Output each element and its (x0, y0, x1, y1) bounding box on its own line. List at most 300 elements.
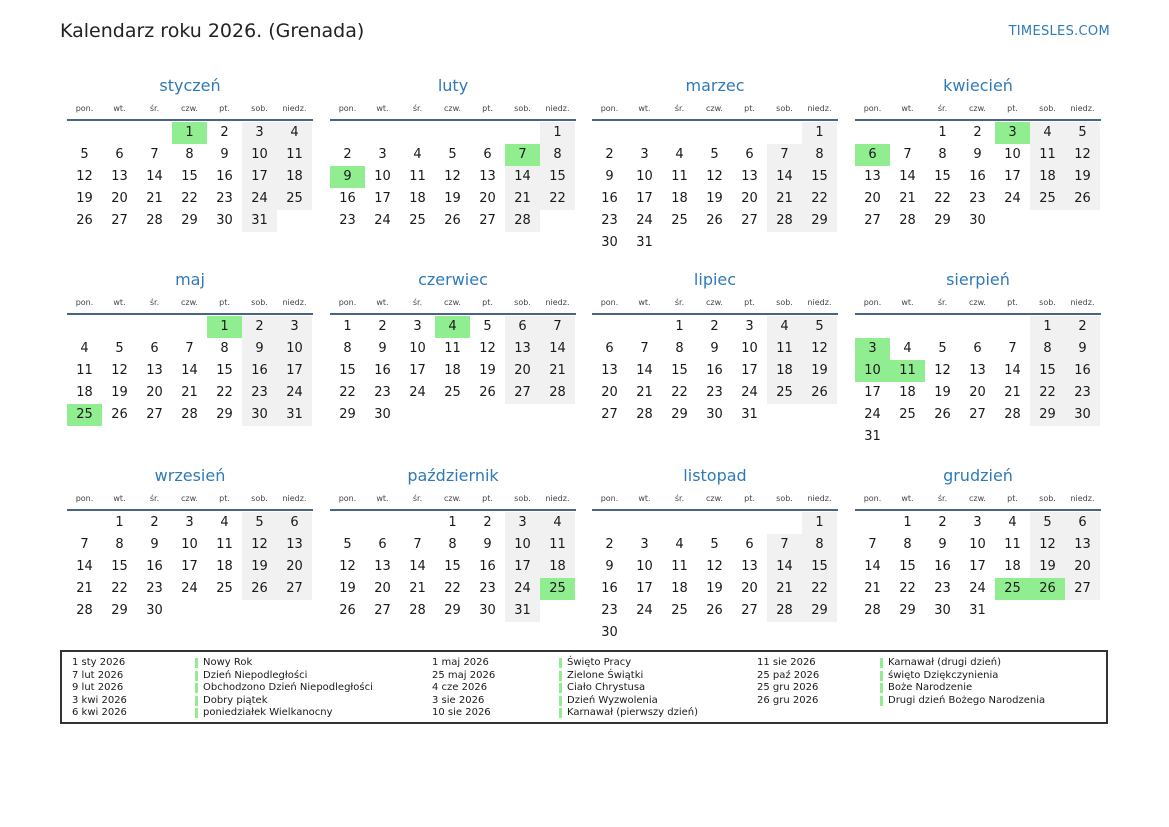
day-cell[interactable]: 5 (115, 341, 124, 356)
day-cell[interactable]: 22 (934, 191, 951, 206)
day-cell[interactable]: 13 (277, 534, 312, 556)
day-cell[interactable]: 19 (444, 191, 461, 206)
day-cell[interactable]: 12 (706, 559, 723, 574)
day-cell[interactable]: 18 (409, 191, 426, 206)
day-cell[interactable]: 10 (277, 338, 312, 360)
day-cell[interactable]: 25 (216, 581, 233, 596)
holiday-day-cell[interactable]: 7 (505, 144, 540, 166)
day-cell[interactable]: 28 (899, 213, 916, 228)
day-cell[interactable]: 11 (1004, 537, 1021, 552)
day-cell[interactable]: 10 (409, 341, 426, 356)
day-cell[interactable]: 21 (767, 578, 802, 600)
day-cell[interactable]: 16 (601, 581, 618, 596)
day-cell[interactable]: 20 (479, 191, 496, 206)
day-cell[interactable]: 23 (479, 581, 496, 596)
holiday-day-cell[interactable]: 11 (890, 360, 925, 382)
day-cell[interactable]: 31 (864, 429, 881, 444)
day-cell[interactable]: 6 (150, 341, 159, 356)
day-cell[interactable]: 10 (741, 341, 758, 356)
day-cell[interactable]: 8 (220, 341, 229, 356)
day-cell[interactable]: 11 (216, 537, 233, 552)
day-cell[interactable]: 30 (374, 407, 391, 422)
day-cell[interactable]: 21 (767, 188, 802, 210)
day-cell[interactable]: 27 (374, 603, 391, 618)
day-cell[interactable]: 28 (767, 210, 802, 232)
day-cell[interactable]: 10 (242, 144, 277, 166)
day-cell[interactable]: 30 (146, 603, 163, 618)
day-cell[interactable]: 17 (969, 559, 986, 574)
day-cell[interactable]: 26 (802, 382, 837, 404)
day-cell[interactable]: 14 (1004, 363, 1021, 378)
day-cell[interactable]: 15 (1030, 360, 1065, 382)
day-cell[interactable]: 24 (1004, 191, 1021, 206)
day-cell[interactable]: 18 (671, 581, 688, 596)
day-cell[interactable]: 8 (185, 147, 194, 162)
day-cell[interactable]: 11 (76, 363, 93, 378)
day-cell[interactable]: 1 (903, 515, 912, 530)
day-cell[interactable]: 14 (864, 559, 881, 574)
day-cell[interactable]: 27 (277, 578, 312, 600)
day-cell[interactable]: 18 (1030, 166, 1065, 188)
day-cell[interactable]: 23 (216, 191, 233, 206)
day-cell[interactable]: 30 (706, 407, 723, 422)
day-cell[interactable]: 25 (1030, 188, 1065, 210)
day-cell[interactable]: 20 (864, 191, 881, 206)
day-cell[interactable]: 12 (1030, 534, 1065, 556)
day-cell[interactable]: 8 (802, 144, 837, 166)
day-cell[interactable]: 8 (343, 341, 352, 356)
day-cell[interactable]: 8 (448, 537, 457, 552)
day-cell[interactable]: 23 (969, 191, 986, 206)
day-cell[interactable]: 30 (242, 404, 277, 426)
day-cell[interactable]: 22 (802, 578, 837, 600)
day-cell[interactable]: 4 (767, 316, 802, 338)
day-cell[interactable]: 23 (374, 385, 391, 400)
day-cell[interactable]: 15 (111, 559, 128, 574)
day-cell[interactable]: 17 (1004, 169, 1021, 184)
day-cell[interactable]: 26 (706, 603, 723, 618)
day-cell[interactable]: 9 (150, 537, 159, 552)
day-cell[interactable]: 1 (1030, 316, 1065, 338)
day-cell[interactable]: 23 (601, 603, 618, 618)
holiday-day-cell[interactable]: 25 (67, 404, 102, 426)
day-cell[interactable]: 27 (146, 407, 163, 422)
day-cell[interactable]: 5 (1065, 122, 1100, 144)
day-cell[interactable]: 17 (636, 581, 653, 596)
day-cell[interactable]: 11 (444, 341, 461, 356)
day-cell[interactable]: 12 (706, 169, 723, 184)
day-cell[interactable]: 5 (802, 316, 837, 338)
holiday-day-cell[interactable]: 25 (995, 578, 1030, 600)
day-cell[interactable]: 16 (242, 360, 277, 382)
day-cell[interactable]: 25 (767, 382, 802, 404)
day-cell[interactable]: 9 (220, 147, 229, 162)
day-cell[interactable]: 25 (671, 603, 688, 618)
holiday-day-cell[interactable]: 25 (540, 578, 575, 600)
day-cell[interactable]: 31 (636, 235, 653, 250)
day-cell[interactable]: 3 (973, 515, 982, 530)
day-cell[interactable]: 6 (745, 147, 754, 162)
day-cell[interactable]: 24 (636, 603, 653, 618)
day-cell[interactable]: 17 (741, 363, 758, 378)
day-cell[interactable]: 21 (540, 360, 575, 382)
holiday-day-cell[interactable]: 1 (172, 122, 207, 144)
day-cell[interactable]: 21 (409, 581, 426, 596)
day-cell[interactable]: 29 (802, 600, 837, 622)
day-cell[interactable]: 7 (767, 144, 802, 166)
day-cell[interactable]: 4 (1030, 122, 1065, 144)
day-cell[interactable]: 29 (181, 213, 198, 228)
day-cell[interactable]: 13 (505, 338, 540, 360)
day-cell[interactable]: 17 (374, 191, 391, 206)
day-cell[interactable]: 3 (745, 319, 754, 334)
day-cell[interactable]: 18 (444, 363, 461, 378)
day-cell[interactable]: 6 (115, 147, 124, 162)
day-cell[interactable]: 16 (601, 191, 618, 206)
day-cell[interactable]: 8 (903, 537, 912, 552)
day-cell[interactable]: 20 (146, 385, 163, 400)
day-cell[interactable]: 5 (710, 147, 719, 162)
day-cell[interactable]: 9 (378, 341, 387, 356)
day-cell[interactable]: 9 (710, 341, 719, 356)
day-cell[interactable]: 9 (605, 169, 614, 184)
day-cell[interactable]: 9 (973, 147, 982, 162)
day-cell[interactable]: 25 (899, 407, 916, 422)
day-cell[interactable]: 21 (146, 191, 163, 206)
day-cell[interactable]: 6 (605, 341, 614, 356)
day-cell[interactable]: 1 (448, 515, 457, 530)
day-cell[interactable]: 20 (374, 581, 391, 596)
day-cell[interactable]: 31 (277, 404, 312, 426)
day-cell[interactable]: 6 (378, 537, 387, 552)
day-cell[interactable]: 12 (339, 559, 356, 574)
day-cell[interactable]: 4 (80, 341, 89, 356)
day-cell[interactable]: 15 (339, 363, 356, 378)
day-cell[interactable]: 27 (479, 213, 496, 228)
day-cell[interactable]: 17 (242, 166, 277, 188)
day-cell[interactable]: 7 (640, 341, 649, 356)
day-cell[interactable]: 13 (479, 169, 496, 184)
day-cell[interactable]: 24 (277, 382, 312, 404)
day-cell[interactable]: 23 (242, 382, 277, 404)
day-cell[interactable]: 28 (636, 407, 653, 422)
day-cell[interactable]: 29 (216, 407, 233, 422)
day-cell[interactable]: 11 (540, 534, 575, 556)
day-cell[interactable]: 10 (374, 169, 391, 184)
day-cell[interactable]: 8 (938, 147, 947, 162)
day-cell[interactable]: 1 (802, 512, 837, 534)
day-cell[interactable]: 13 (111, 169, 128, 184)
day-cell[interactable]: 19 (934, 385, 951, 400)
day-cell[interactable]: 24 (409, 385, 426, 400)
day-cell[interactable]: 25 (409, 213, 426, 228)
day-cell[interactable]: 11 (671, 559, 688, 574)
day-cell[interactable]: 7 (868, 537, 877, 552)
day-cell[interactable]: 16 (969, 169, 986, 184)
day-cell[interactable]: 16 (706, 363, 723, 378)
day-cell[interactable]: 25 (671, 213, 688, 228)
day-cell[interactable]: 29 (111, 603, 128, 618)
day-cell[interactable]: 2 (710, 319, 719, 334)
day-cell[interactable]: 27 (601, 407, 618, 422)
day-cell[interactable]: 23 (146, 581, 163, 596)
day-cell[interactable]: 2 (242, 316, 277, 338)
day-cell[interactable]: 31 (969, 603, 986, 618)
day-cell[interactable]: 27 (864, 213, 881, 228)
day-cell[interactable]: 7 (80, 537, 89, 552)
day-cell[interactable]: 2 (483, 515, 492, 530)
day-cell[interactable]: 11 (409, 169, 426, 184)
day-cell[interactable]: 25 (277, 188, 312, 210)
day-cell[interactable]: 8 (675, 341, 684, 356)
day-cell[interactable]: 19 (479, 363, 496, 378)
day-cell[interactable]: 14 (540, 338, 575, 360)
day-cell[interactable]: 15 (216, 363, 233, 378)
day-cell[interactable]: 30 (601, 235, 618, 250)
day-cell[interactable]: 28 (540, 382, 575, 404)
day-cell[interactable]: 15 (899, 559, 916, 574)
day-cell[interactable]: 8 (540, 144, 575, 166)
day-cell[interactable]: 11 (767, 338, 802, 360)
day-cell[interactable]: 9 (1065, 338, 1100, 360)
day-cell[interactable]: 20 (741, 581, 758, 596)
day-cell[interactable]: 31 (741, 407, 758, 422)
day-cell[interactable]: 30 (1065, 404, 1100, 426)
day-cell[interactable]: 28 (767, 600, 802, 622)
day-cell[interactable]: 24 (636, 213, 653, 228)
day-cell[interactable]: 5 (938, 341, 947, 356)
day-cell[interactable]: 16 (216, 169, 233, 184)
day-cell[interactable]: 19 (76, 191, 93, 206)
day-cell[interactable]: 17 (277, 360, 312, 382)
day-cell[interactable]: 29 (934, 213, 951, 228)
day-cell[interactable]: 26 (111, 407, 128, 422)
day-cell[interactable]: 17 (864, 385, 881, 400)
day-cell[interactable]: 3 (242, 122, 277, 144)
day-cell[interactable]: 3 (505, 512, 540, 534)
day-cell[interactable]: 5 (448, 147, 457, 162)
day-cell[interactable]: 18 (540, 556, 575, 578)
day-cell[interactable]: 4 (675, 537, 684, 552)
day-cell[interactable]: 17 (505, 556, 540, 578)
day-cell[interactable]: 17 (181, 559, 198, 574)
day-cell[interactable]: 10 (181, 537, 198, 552)
day-cell[interactable]: 29 (671, 407, 688, 422)
day-cell[interactable]: 20 (601, 385, 618, 400)
day-cell[interactable]: 21 (1004, 385, 1021, 400)
day-cell[interactable]: 14 (181, 363, 198, 378)
day-cell[interactable]: 11 (1030, 144, 1065, 166)
day-cell[interactable]: 7 (413, 537, 422, 552)
day-cell[interactable]: 16 (374, 363, 391, 378)
day-cell[interactable]: 29 (899, 603, 916, 618)
day-cell[interactable]: 6 (745, 537, 754, 552)
day-cell[interactable]: 7 (903, 147, 912, 162)
day-cell[interactable]: 18 (767, 360, 802, 382)
day-cell[interactable]: 18 (671, 191, 688, 206)
day-cell[interactable]: 23 (934, 581, 951, 596)
day-cell[interactable]: 2 (220, 125, 229, 140)
day-cell[interactable]: 30 (479, 603, 496, 618)
day-cell[interactable]: 2 (605, 537, 614, 552)
day-cell[interactable]: 11 (671, 169, 688, 184)
day-cell[interactable]: 28 (409, 603, 426, 618)
day-cell[interactable]: 15 (540, 166, 575, 188)
day-cell[interactable]: 19 (1030, 556, 1065, 578)
day-cell[interactable]: 10 (636, 169, 653, 184)
day-cell[interactable]: 8 (802, 534, 837, 556)
day-cell[interactable]: 3 (378, 147, 387, 162)
day-cell[interactable]: 14 (76, 559, 93, 574)
day-cell[interactable]: 12 (934, 363, 951, 378)
day-cell[interactable]: 30 (934, 603, 951, 618)
day-cell[interactable]: 26 (479, 385, 496, 400)
holiday-day-cell[interactable]: 3 (995, 122, 1030, 144)
day-cell[interactable]: 10 (636, 559, 653, 574)
day-cell[interactable]: 30 (601, 625, 618, 640)
day-cell[interactable]: 27 (741, 213, 758, 228)
day-cell[interactable]: 24 (242, 188, 277, 210)
site-link[interactable]: TIMESLES.COM (1008, 24, 1110, 39)
day-cell[interactable]: 4 (540, 512, 575, 534)
day-cell[interactable]: 12 (479, 341, 496, 356)
day-cell[interactable]: 3 (640, 537, 649, 552)
day-cell[interactable]: 6 (973, 341, 982, 356)
day-cell[interactable]: 23 (706, 385, 723, 400)
day-cell[interactable]: 16 (934, 559, 951, 574)
day-cell[interactable]: 13 (864, 169, 881, 184)
holiday-day-cell[interactable]: 4 (435, 316, 470, 338)
day-cell[interactable]: 22 (444, 581, 461, 596)
day-cell[interactable]: 31 (242, 210, 277, 232)
day-cell[interactable]: 24 (505, 578, 540, 600)
day-cell[interactable]: 27 (111, 213, 128, 228)
day-cell[interactable]: 24 (374, 213, 391, 228)
day-cell[interactable]: 28 (181, 407, 198, 422)
day-cell[interactable]: 1 (540, 122, 575, 144)
day-cell[interactable]: 4 (220, 515, 229, 530)
day-cell[interactable]: 31 (505, 600, 540, 622)
day-cell[interactable]: 22 (540, 188, 575, 210)
day-cell[interactable]: 28 (864, 603, 881, 618)
day-cell[interactable]: 22 (339, 385, 356, 400)
day-cell[interactable]: 23 (601, 213, 618, 228)
day-cell[interactable]: 13 (146, 363, 163, 378)
holiday-day-cell[interactable]: 1 (207, 316, 242, 338)
holiday-day-cell[interactable]: 6 (855, 144, 890, 166)
day-cell[interactable]: 23 (339, 213, 356, 228)
day-cell[interactable]: 26 (444, 213, 461, 228)
day-cell[interactable]: 6 (277, 512, 312, 534)
day-cell[interactable]: 26 (706, 213, 723, 228)
day-cell[interactable]: 19 (111, 385, 128, 400)
day-cell[interactable]: 12 (242, 534, 277, 556)
day-cell[interactable]: 24 (969, 581, 986, 596)
day-cell[interactable]: 2 (150, 515, 159, 530)
day-cell[interactable]: 12 (76, 169, 93, 184)
day-cell[interactable]: 18 (76, 385, 93, 400)
day-cell[interactable]: 7 (150, 147, 159, 162)
day-cell[interactable]: 18 (277, 166, 312, 188)
day-cell[interactable]: 27 (969, 407, 986, 422)
day-cell[interactable]: 13 (374, 559, 391, 574)
day-cell[interactable]: 22 (181, 191, 198, 206)
day-cell[interactable]: 5 (1030, 512, 1065, 534)
day-cell[interactable]: 13 (969, 363, 986, 378)
day-cell[interactable]: 10 (505, 534, 540, 556)
day-cell[interactable]: 24 (741, 385, 758, 400)
day-cell[interactable]: 6 (483, 147, 492, 162)
day-cell[interactable]: 22 (671, 385, 688, 400)
day-cell[interactable]: 10 (1004, 147, 1021, 162)
day-cell[interactable]: 7 (767, 534, 802, 556)
day-cell[interactable]: 14 (146, 169, 163, 184)
day-cell[interactable]: 16 (1065, 360, 1100, 382)
day-cell[interactable]: 4 (903, 341, 912, 356)
day-cell[interactable]: 5 (80, 147, 89, 162)
day-cell[interactable]: 4 (675, 147, 684, 162)
day-cell[interactable]: 10 (969, 537, 986, 552)
day-cell[interactable]: 21 (76, 581, 93, 596)
holiday-day-cell[interactable]: 26 (1030, 578, 1065, 600)
day-cell[interactable]: 29 (444, 603, 461, 618)
day-cell[interactable]: 14 (899, 169, 916, 184)
day-cell[interactable]: 26 (934, 407, 951, 422)
day-cell[interactable]: 17 (636, 191, 653, 206)
day-cell[interactable]: 21 (636, 385, 653, 400)
day-cell[interactable]: 2 (938, 515, 947, 530)
day-cell[interactable]: 20 (1065, 556, 1100, 578)
day-cell[interactable]: 18 (216, 559, 233, 574)
day-cell[interactable]: 5 (242, 512, 277, 534)
day-cell[interactable]: 18 (899, 385, 916, 400)
day-cell[interactable]: 3 (640, 147, 649, 162)
day-cell[interactable]: 1 (115, 515, 124, 530)
day-cell[interactable]: 3 (413, 319, 422, 334)
day-cell[interactable]: 6 (1065, 512, 1100, 534)
day-cell[interactable]: 5 (343, 537, 352, 552)
day-cell[interactable]: 4 (277, 122, 312, 144)
day-cell[interactable]: 15 (181, 169, 198, 184)
day-cell[interactable]: 4 (1008, 515, 1017, 530)
day-cell[interactable]: 24 (864, 407, 881, 422)
day-cell[interactable]: 19 (1065, 166, 1100, 188)
day-cell[interactable]: 24 (181, 581, 198, 596)
day-cell[interactable]: 19 (339, 581, 356, 596)
day-cell[interactable]: 11 (277, 144, 312, 166)
day-cell[interactable]: 15 (934, 169, 951, 184)
day-cell[interactable]: 16 (479, 559, 496, 574)
day-cell[interactable]: 21 (899, 191, 916, 206)
day-cell[interactable]: 29 (339, 407, 356, 422)
day-cell[interactable]: 29 (802, 210, 837, 232)
day-cell[interactable]: 22 (216, 385, 233, 400)
day-cell[interactable]: 29 (1030, 404, 1065, 426)
day-cell[interactable]: 20 (277, 556, 312, 578)
holiday-day-cell[interactable]: 3 (855, 338, 890, 360)
day-cell[interactable]: 19 (802, 360, 837, 382)
day-cell[interactable]: 15 (671, 363, 688, 378)
day-cell[interactable]: 21 (864, 581, 881, 596)
day-cell[interactable]: 19 (242, 556, 277, 578)
day-cell[interactable]: 18 (1004, 559, 1021, 574)
day-cell[interactable]: 27 (505, 382, 540, 404)
day-cell[interactable]: 13 (601, 363, 618, 378)
day-cell[interactable]: 9 (605, 559, 614, 574)
day-cell[interactable]: 26 (1065, 188, 1100, 210)
day-cell[interactable]: 12 (1065, 144, 1100, 166)
day-cell[interactable]: 21 (505, 188, 540, 210)
